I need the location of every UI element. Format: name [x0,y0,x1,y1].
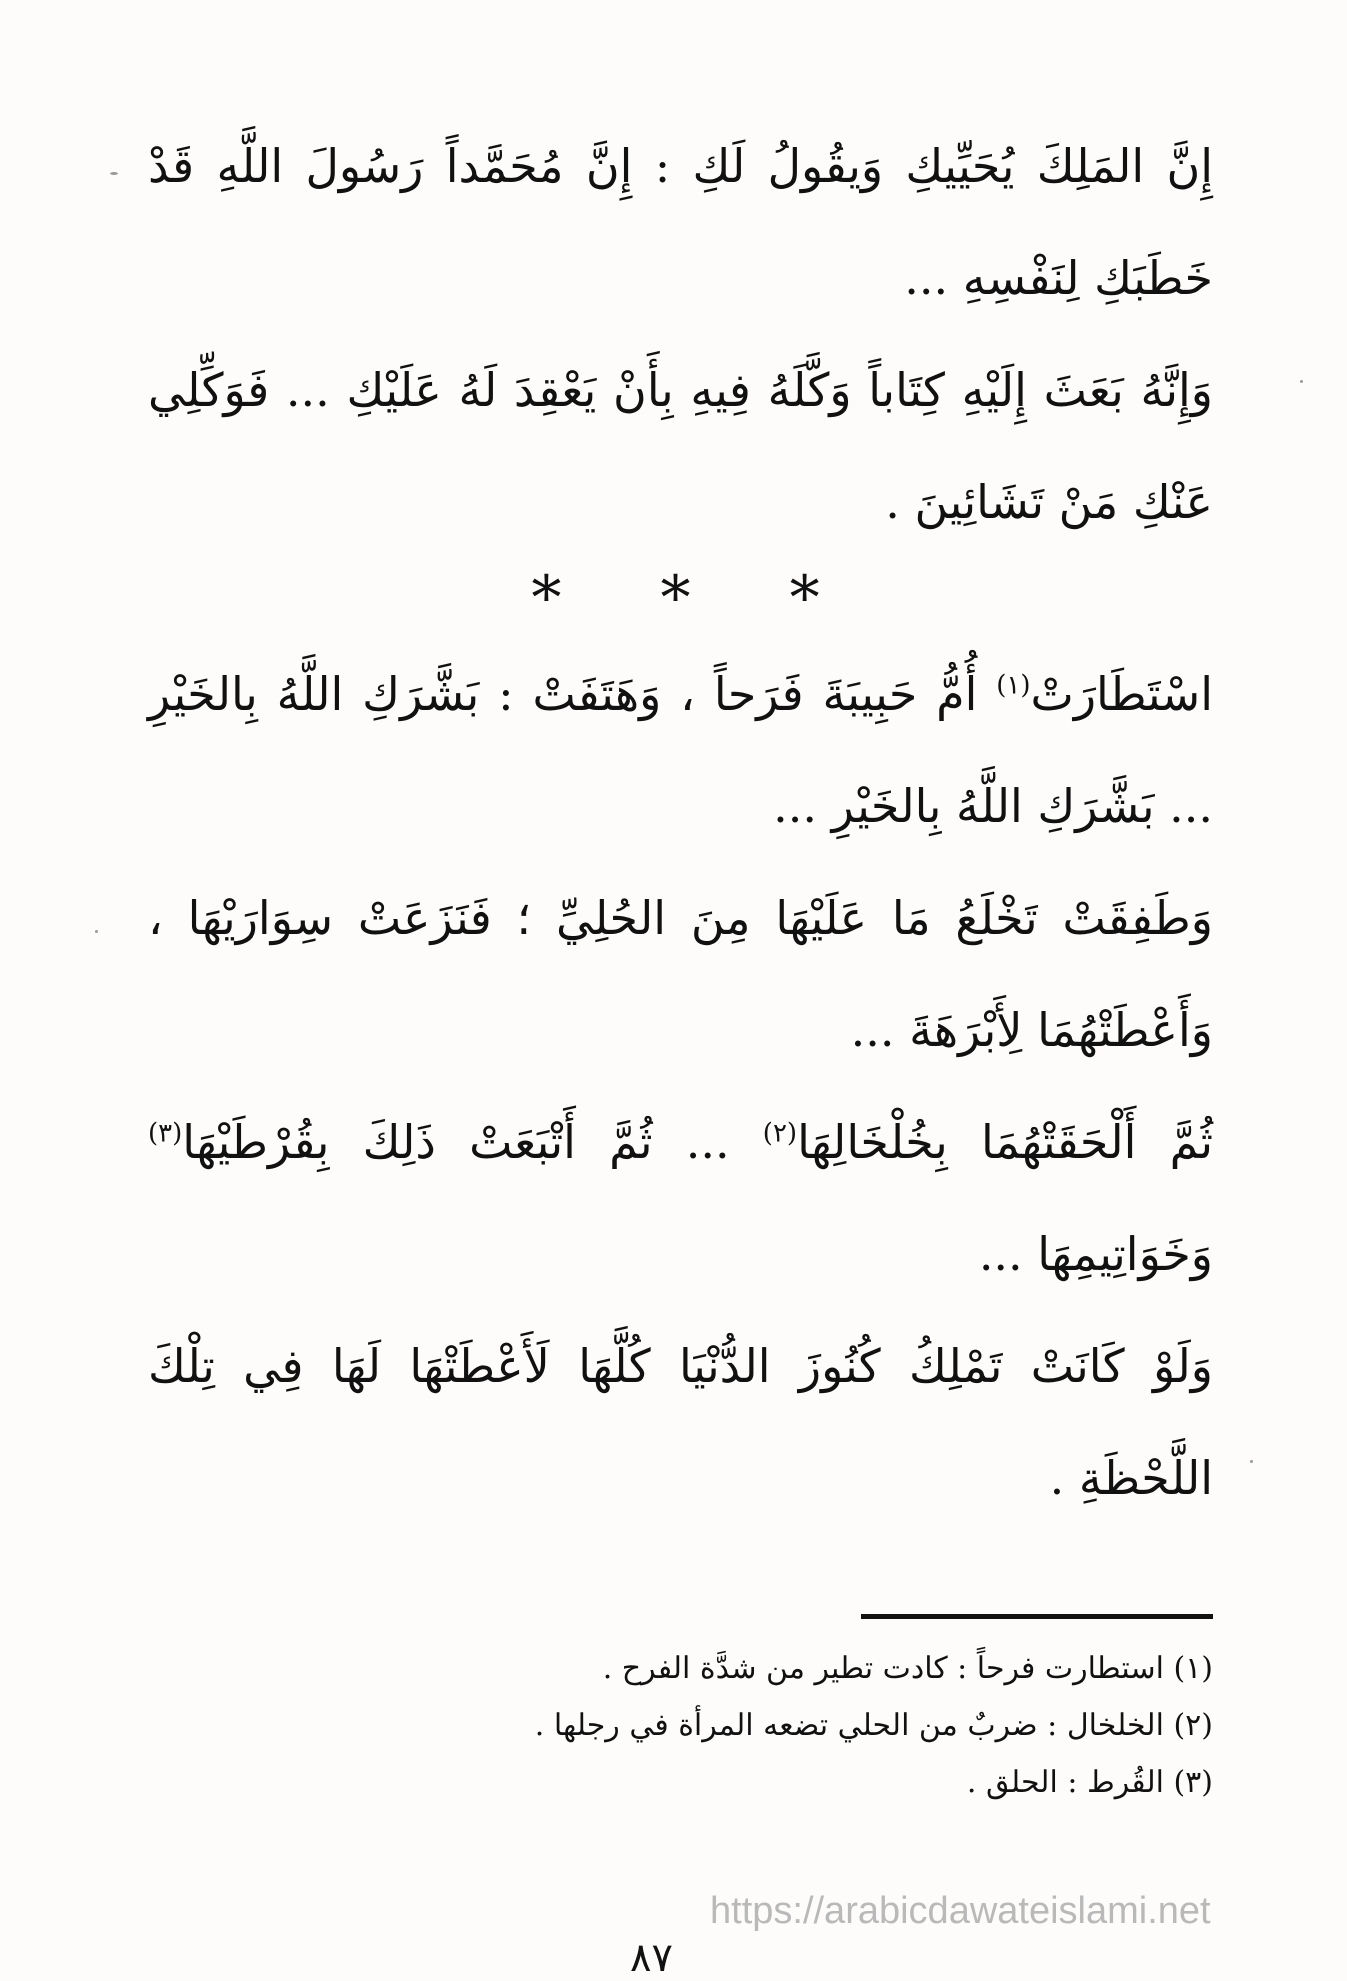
section-separator: * * * [531,563,860,633]
footnote-divider [861,1614,1213,1619]
footnotes [313,1640,1213,1811]
scan-speck [1250,1460,1253,1463]
footnote-ref-3: (٣) [148,1118,183,1149]
paragraph-3 [148,638,1213,862]
paragraph-6: وَلَوْ كَانَتْ تَمْلِكُ كُنُوزَ الدُّنْيَا كُلَّهَا لَأَعْطَتْهَا لَهَا فِي تِلْكَ اللَّحْظَةِ . [148,1339,1213,1505]
paragraph-5-end: وَخَوَاتِيمِهَا ... [978,1227,1213,1281]
scan-speck [110,172,118,175]
paragraph-5-mid: ... ثُمَّ أَتْبَعَتْ ذَلِكَ بِقُرْطَيْهَا [182,1115,763,1169]
footnote-2: (٢) الخلخال : ضربٌ من الحلي تضعه المرأة في رجلها . [534,1708,1213,1743]
paragraph-3-rest: أُمُّ حَبِيبَةَ فَرَحاً ، وَهَتَفَتْ : بَشَّرَكِ اللَّهُ بِالخَيْرِ ... بَشَّرَكِ اللَّهُ بِالخَيْرِ ... [148,667,1213,833]
footnote-ref-2: (٢) [762,1118,798,1149]
page-number: ٨٧ [630,1935,673,1981]
paragraph-2: وَإِنَّهُ بَعَثَ إِلَيْهِ كِتَاباً وَكَّلَهُ فِيهِ بِأَنْ يَعْقِدَ لَهُ عَلَيْكِ ... فَوَكِّلِي عَنْكِ مَنْ تَشَائِينَ . [148,363,1213,529]
paragraph-3-start: اسْتَطَارَتْ [1030,667,1213,721]
scan-speck [1300,380,1303,383]
scan-speck [95,930,98,933]
paragraph-5 [148,1086,1213,1310]
footnote-1: (١) استطارت فرحاً : كادت تطير من شدَّة الفرح . [602,1651,1213,1686]
paragraph-4: وَطَفِقَتْ تَخْلَعُ مَا عَلَيْهَا مِنَ الحُلِيِّ ؛ فَنَزَعَتْ سِوَارَيْهَا ، وَأَعْطَتْهُمَا لِأَبْرَهَةَ ... [148,891,1213,1057]
watermark-url: https://arabicdawateislami.net [710,1890,1211,1932]
footnote-ref-1: (١) [996,670,1031,701]
footnote-3: (٣) القُرط : الحلق . [966,1765,1213,1800]
paragraph-5-start: ثُمَّ أَلْحَقَتْهُمَا بِخُلْخَالِهَا [797,1115,1214,1169]
paragraph-1: إِنَّ المَلِكَ يُحَيِّيكِ وَيقُولُ لَكِ : إِنَّ مُحَمَّداً رَسُولَ اللَّهِ قَدْ خَطَبَكِ لِنَفْسِهِ ... [148,139,1213,305]
main-text [148,110,1213,1534]
